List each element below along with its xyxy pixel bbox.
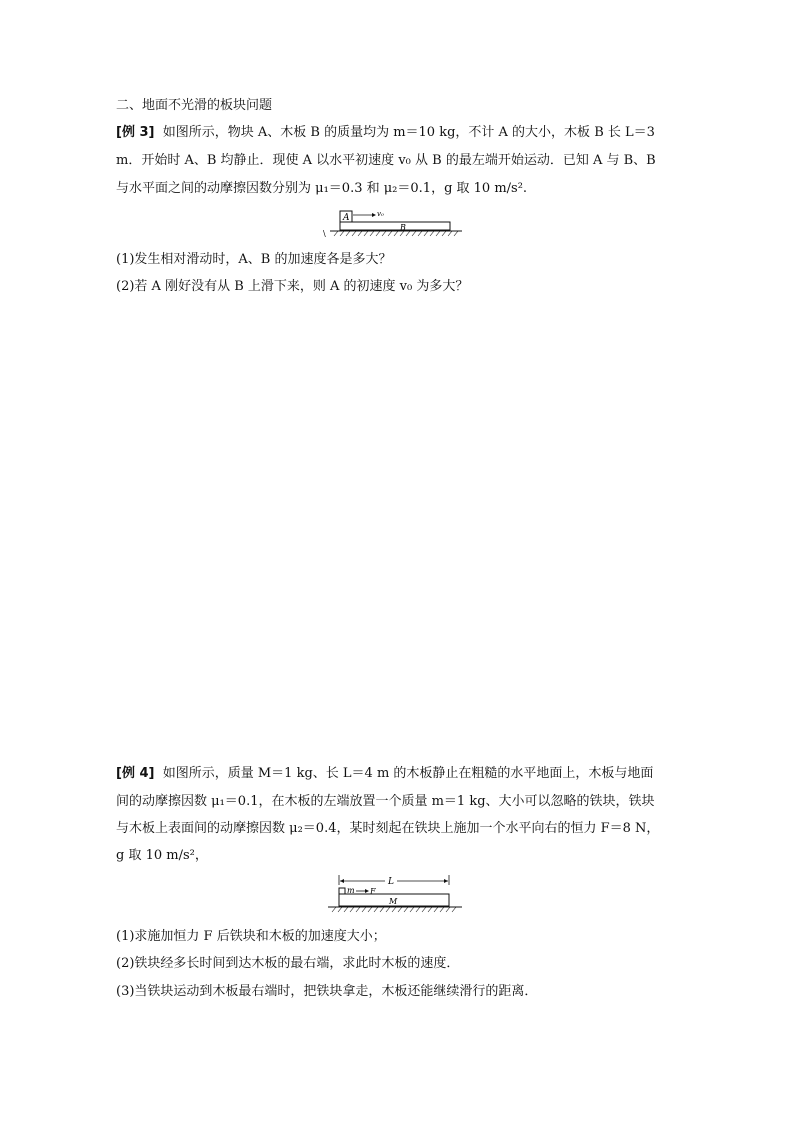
example3-tag: [例 3] — [116, 125, 155, 140]
board-m-label: M — [389, 897, 398, 906]
example3-text-1: 如图所示，物块 A、木板 B 的质量均为 m＝10 kg，不计 A 的大小，木板 B 长 L＝3 — [162, 125, 655, 140]
force-arrowhead — [365, 889, 369, 893]
example4-line-3: 与木板上表面间的动摩擦因数 μ₂＝0.4，某时刻起在铁块上施加一个水平向右的恒力 F＝8 N， — [116, 821, 660, 836]
length-arrow-right — [444, 879, 448, 883]
ground-hatching — [334, 231, 458, 236]
example3-question-1: (1)发生相对滑动时，A、B 的加速度各是多大？ — [116, 252, 392, 267]
iron-block — [339, 888, 345, 894]
board-b-label: B — [400, 223, 406, 232]
example4-line-4: g 取 10 m/s²， — [116, 848, 208, 863]
ground-hatching-2 — [332, 907, 456, 912]
velocity-label: v₀ — [377, 210, 384, 218]
section-title: 二、地面不光滑的板块问题 — [116, 98, 273, 113]
example3-figure — [320, 203, 470, 239]
example4-text-1: 如图所示，质量 M＝1 kg、长 L＝4 m 的木板静止在粗糙的水平地面上，木板与地面 — [162, 766, 654, 781]
velocity-arrowhead — [372, 213, 376, 217]
example3-question-2: (2)若 A 刚好没有从 B 上滑下来，则 A 的初速度 v₀ 为多大？ — [116, 279, 469, 294]
example4-question-3: (3)当铁块运动到木板最右端时，把铁块拿走，木板还能继续滑行的距离． — [116, 984, 538, 999]
example3-line-3: 与水平面之间的动摩擦因数分别为 μ₁＝0.3 和 μ₂＝0.1，g 取 10 m/s². — [116, 181, 528, 196]
iron-block-label: m — [347, 886, 355, 895]
example4-question-1: (1)求施加恒力 F 后铁块和木板的加速度大小； — [116, 929, 386, 944]
figure-mark: \ — [323, 229, 326, 238]
example3-line-2: m．开始时 A、B 均静止．现使 A 以水平初速度 v₀ 从 B 的最左端开始运动．已知 A 与 B、B — [116, 153, 656, 168]
block-a-label: A — [343, 213, 350, 223]
example3-line-1 — [116, 124, 686, 142]
length-label: L — [388, 877, 394, 887]
example4-tag: [例 4] — [116, 766, 155, 781]
example4-line-2: 间的动摩擦因数 μ₁＝0.1，在木板的左端放置一个质量 m＝1 kg、大小可以忽略的铁块，铁块 — [116, 794, 655, 809]
length-arrow-left — [340, 879, 344, 883]
force-label: F — [370, 887, 376, 896]
example4-question-2: (2)铁块经多长时间到达木板的最右端，求此时木板的速度． — [116, 956, 460, 971]
example4-line-1 — [116, 765, 686, 783]
example4-figure — [322, 873, 472, 917]
board-b — [340, 222, 450, 230]
